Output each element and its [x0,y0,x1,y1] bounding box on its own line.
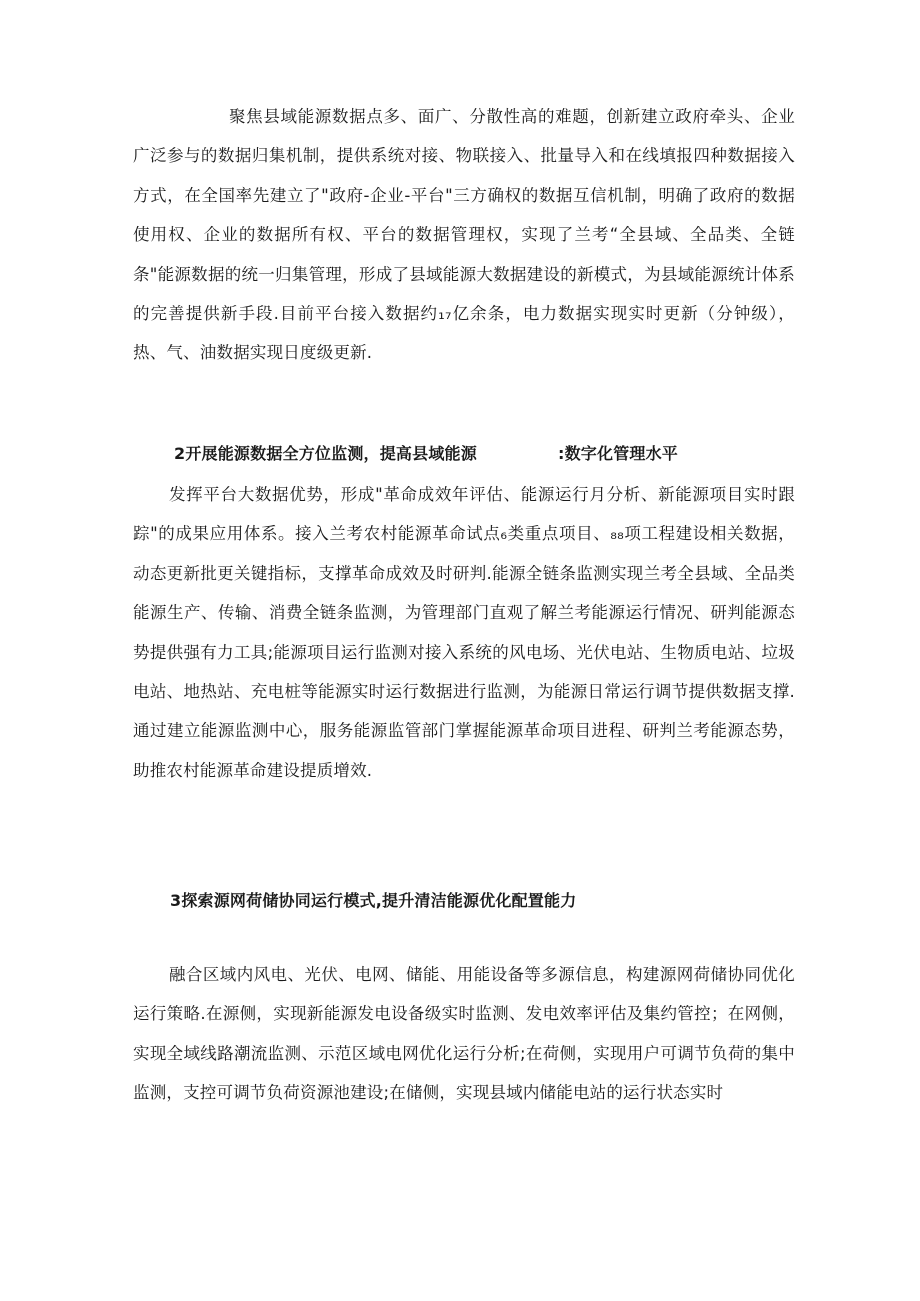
section-heading-2-part1: 2开展能源数据全方位监测，提高县域能源 [174,444,477,463]
body-paragraph-monitoring: 发挥平台大数据优势，形成"革命成效年评估、能源运行月分析、新能源项目实时跟踪"的成果应用体系。接入兰考农村能源革命试点₆类重点项目、₈₈项工程建设相关数据，动态更新批更关键指标，支撑革命成效及时研判.能源全链条监测实现兰考全县域、全品类能源生产、传输、消费全链条监测，为管理部门直观了解兰考能源运行情况、研判能源态势提供强有力工具;能源项目运行监测对接入系统的风电场、光伏电站、生物质电站、垃圾电站、地热站、充电桩等能源实时运行数据进行监测，为能源日常运行调节提供数据支撑.通过建立能源监测中心，服务能源监管部门掌握能源革命项目进程、研判兰考能源态势，助推农村能源革命建设提质增效. [133,485,795,780]
body-paragraph-coordination: 融合区域内风电、光伏、电网、储能、用能设备等多源信息，构建源网荷储协同优化运行策略.在源侧，实现新能源发电设备级实时监测、发电效率评估及集约管控；在网侧，实现全域线路潮流监测、示范区域电网优化运行分析;在荷侧，实现用户可调节负荷的集中监测，支控可调节负荷资源池建设;在储侧，实现县域内储能电站的运行状态实时 [133,965,795,1103]
body-paragraph-data-collection: 聚焦县域能源数据点多、面广、分散性高的难题，创新建立政府牵头、企业广泛参与的数据归集机制，提供系统对接、物联接入、批量导入和在线填报四种数据接入方式，在全国率先建立了"政府-企业-平台"三方确权的数据互信机制，明确了政府的数据使用权、企业的数据所有权、平台的数据管理权，实现了兰考“全县域、全品类、全链条"能源数据的统一归集管理，形成了县域能源大数据建设的新模式，为县域能源统计体系的完善提供新手段.目前平台接入数据约₁₇亿余条，电力数据实现实时更新（分钟级），热、气、油数据实现日度级更新. [133,107,795,363]
section-heading-2-part2: :数字化管理水平 [558,444,678,463]
section-heading-3: 3探索源网荷储协同运行模式,提升清洁能源优化配置能力 [170,891,577,910]
